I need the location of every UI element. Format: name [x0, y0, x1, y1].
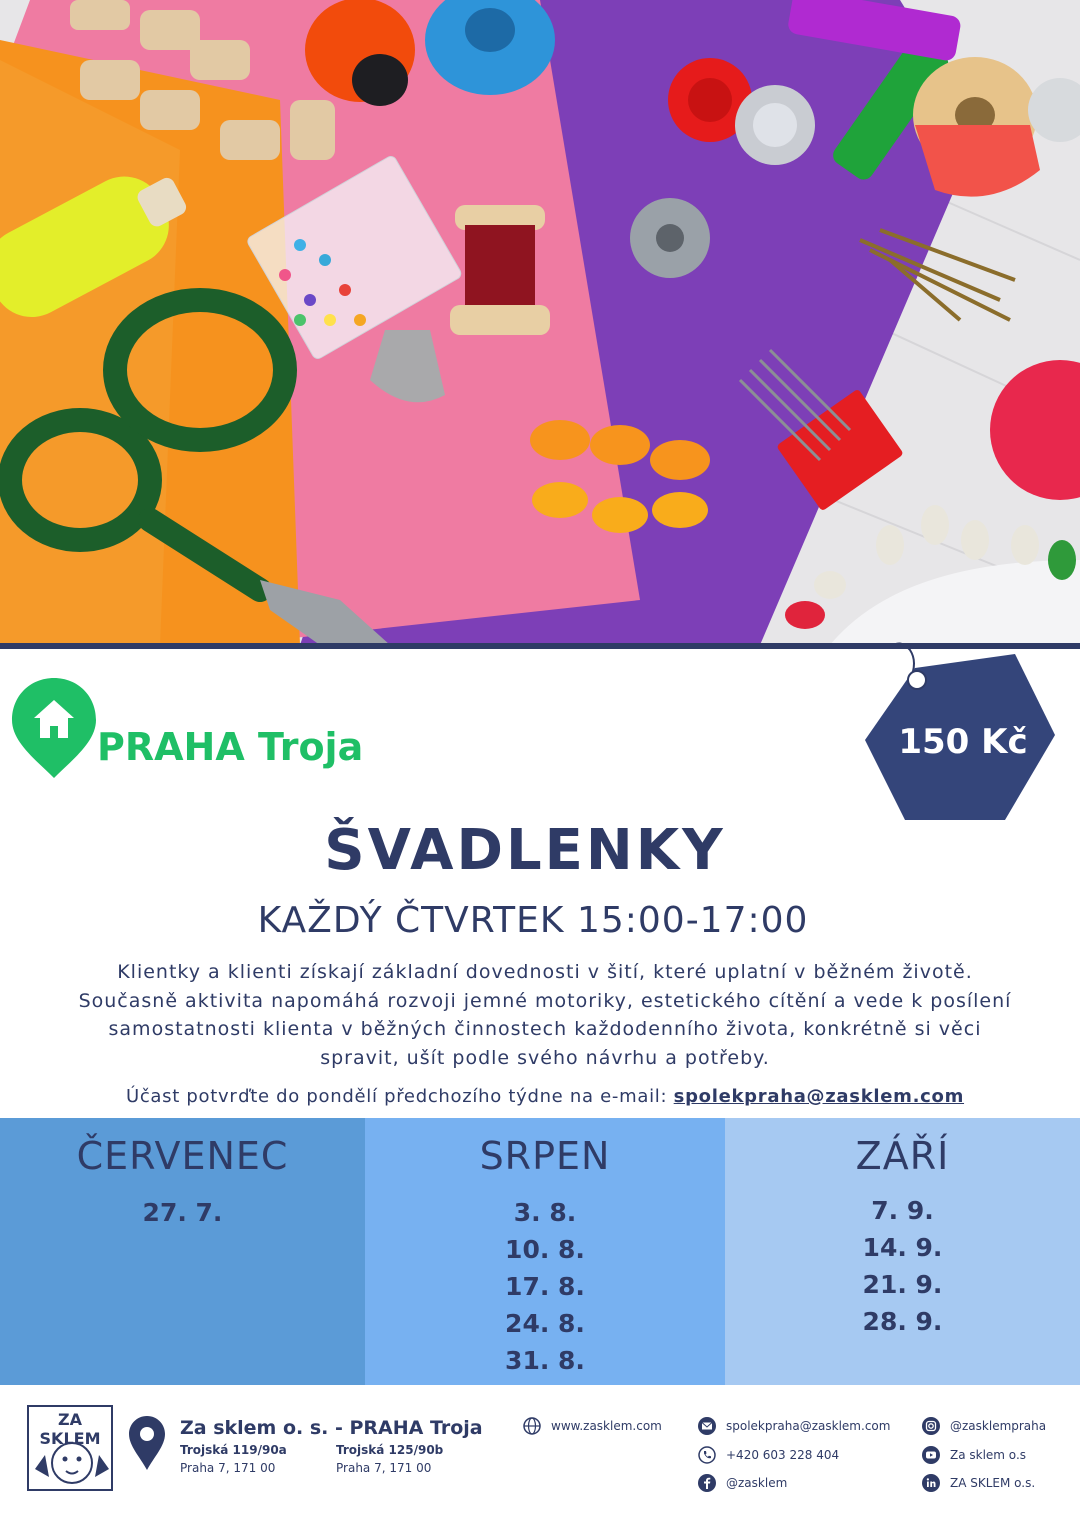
youtube-text: Za sklem o.s — [950, 1448, 1027, 1462]
website-text: www.zasklem.com — [551, 1419, 662, 1433]
confirm-note — [0, 1086, 1080, 1107]
instagram-text: @zasklempraha — [950, 1419, 1047, 1433]
address-city: Praha 7, 171 00 — [180, 1461, 276, 1475]
month-name: SRPEN — [479, 1134, 611, 1178]
month-column-july — [0, 1118, 365, 1385]
schedule-columns — [0, 1118, 1080, 1385]
address-street: Trojská 125/90b — [336, 1443, 444, 1457]
za-sklem-logo — [27, 1405, 113, 1491]
facebook-link[interactable] — [698, 1474, 787, 1492]
instagram-link[interactable] — [922, 1417, 1046, 1435]
event-title: ŠVADLENKY — [324, 818, 726, 883]
date-item: 31. 8. — [505, 1346, 585, 1375]
date-item: 17. 8. — [505, 1272, 585, 1301]
date-item: 28. 9. — [862, 1307, 943, 1336]
month-column-september — [725, 1118, 1080, 1385]
address-1 — [180, 1441, 287, 1477]
date-list — [0, 1194, 365, 1231]
address-2 — [336, 1441, 443, 1477]
date-list — [365, 1194, 725, 1379]
confirm-text: Účast potvrďte do pondělí předchozího týdne na e-mail: — [125, 1086, 674, 1107]
facebook-text: @zasklem — [726, 1476, 788, 1490]
organization-name: Za sklem o. s. - PRAHA Troja — [180, 1417, 483, 1439]
globe-icon — [523, 1417, 541, 1435]
event-description: Klientky a klienti získají základní dovednosti v šití, které uplatní v běžném životě. Současně aktivita napomáhá rozvoji jemné motoriky, estetického cítění a vede k posílení samostatnosti klienta v běžných činnostech každodenního života, konkrétně si věci spravit, ušít podle svého návrhu a potřeby. — [78, 961, 1012, 1069]
mail-icon — [698, 1417, 716, 1435]
event-schedule: KAŽDÝ ČTVRTEK 15:00-17:00 — [257, 900, 809, 941]
logo-text: ZA SKLEM — [39, 1410, 101, 1448]
email-link[interactable] — [698, 1417, 890, 1435]
footer — [0, 1385, 1080, 1528]
date-list — [725, 1192, 1080, 1340]
instagram-icon — [922, 1417, 940, 1435]
linkedin-text: ZA SKLEM o.s. — [950, 1476, 1036, 1490]
month-name: ČERVENEC — [76, 1134, 289, 1178]
hero-photo — [0, 0, 1080, 645]
date-item: 3. 8. — [513, 1198, 577, 1227]
youtube-icon — [922, 1446, 940, 1464]
linkedin-link[interactable] — [922, 1474, 1035, 1492]
phone-link[interactable] — [698, 1446, 839, 1464]
date-item: 27. 7. — [142, 1198, 223, 1227]
confirm-email-link[interactable]: spolekpraha@zasklem.com — [673, 1086, 965, 1107]
website-link[interactable] — [523, 1417, 662, 1435]
date-item: 24. 8. — [505, 1309, 585, 1338]
linkedin-icon — [922, 1474, 940, 1492]
price-label: 150 Kč — [898, 722, 1028, 762]
date-item: 14. 9. — [862, 1233, 943, 1262]
sewing-supplies-illustration — [0, 0, 1080, 645]
month-name: ZÁŘÍ — [855, 1134, 950, 1178]
email-text: spolekpraha@zasklem.com — [726, 1419, 891, 1433]
address-city: Praha 7, 171 00 — [336, 1461, 432, 1475]
facebook-icon — [698, 1474, 716, 1492]
map-pin-icon — [128, 1415, 166, 1471]
location-label: PRAHA Troja — [97, 725, 364, 769]
youtube-link[interactable] — [922, 1446, 1026, 1464]
month-column-august — [365, 1118, 725, 1385]
phone-icon — [698, 1446, 716, 1464]
child-face-icon — [29, 1407, 113, 1491]
date-item: 21. 9. — [862, 1270, 943, 1299]
date-item: 7. 9. — [871, 1196, 934, 1225]
home-location-pin-icon — [10, 676, 98, 780]
date-item: 10. 8. — [505, 1235, 585, 1264]
address-street: Trojská 119/90a — [180, 1443, 287, 1457]
phone-text: +420 603 228 404 — [726, 1448, 840, 1462]
